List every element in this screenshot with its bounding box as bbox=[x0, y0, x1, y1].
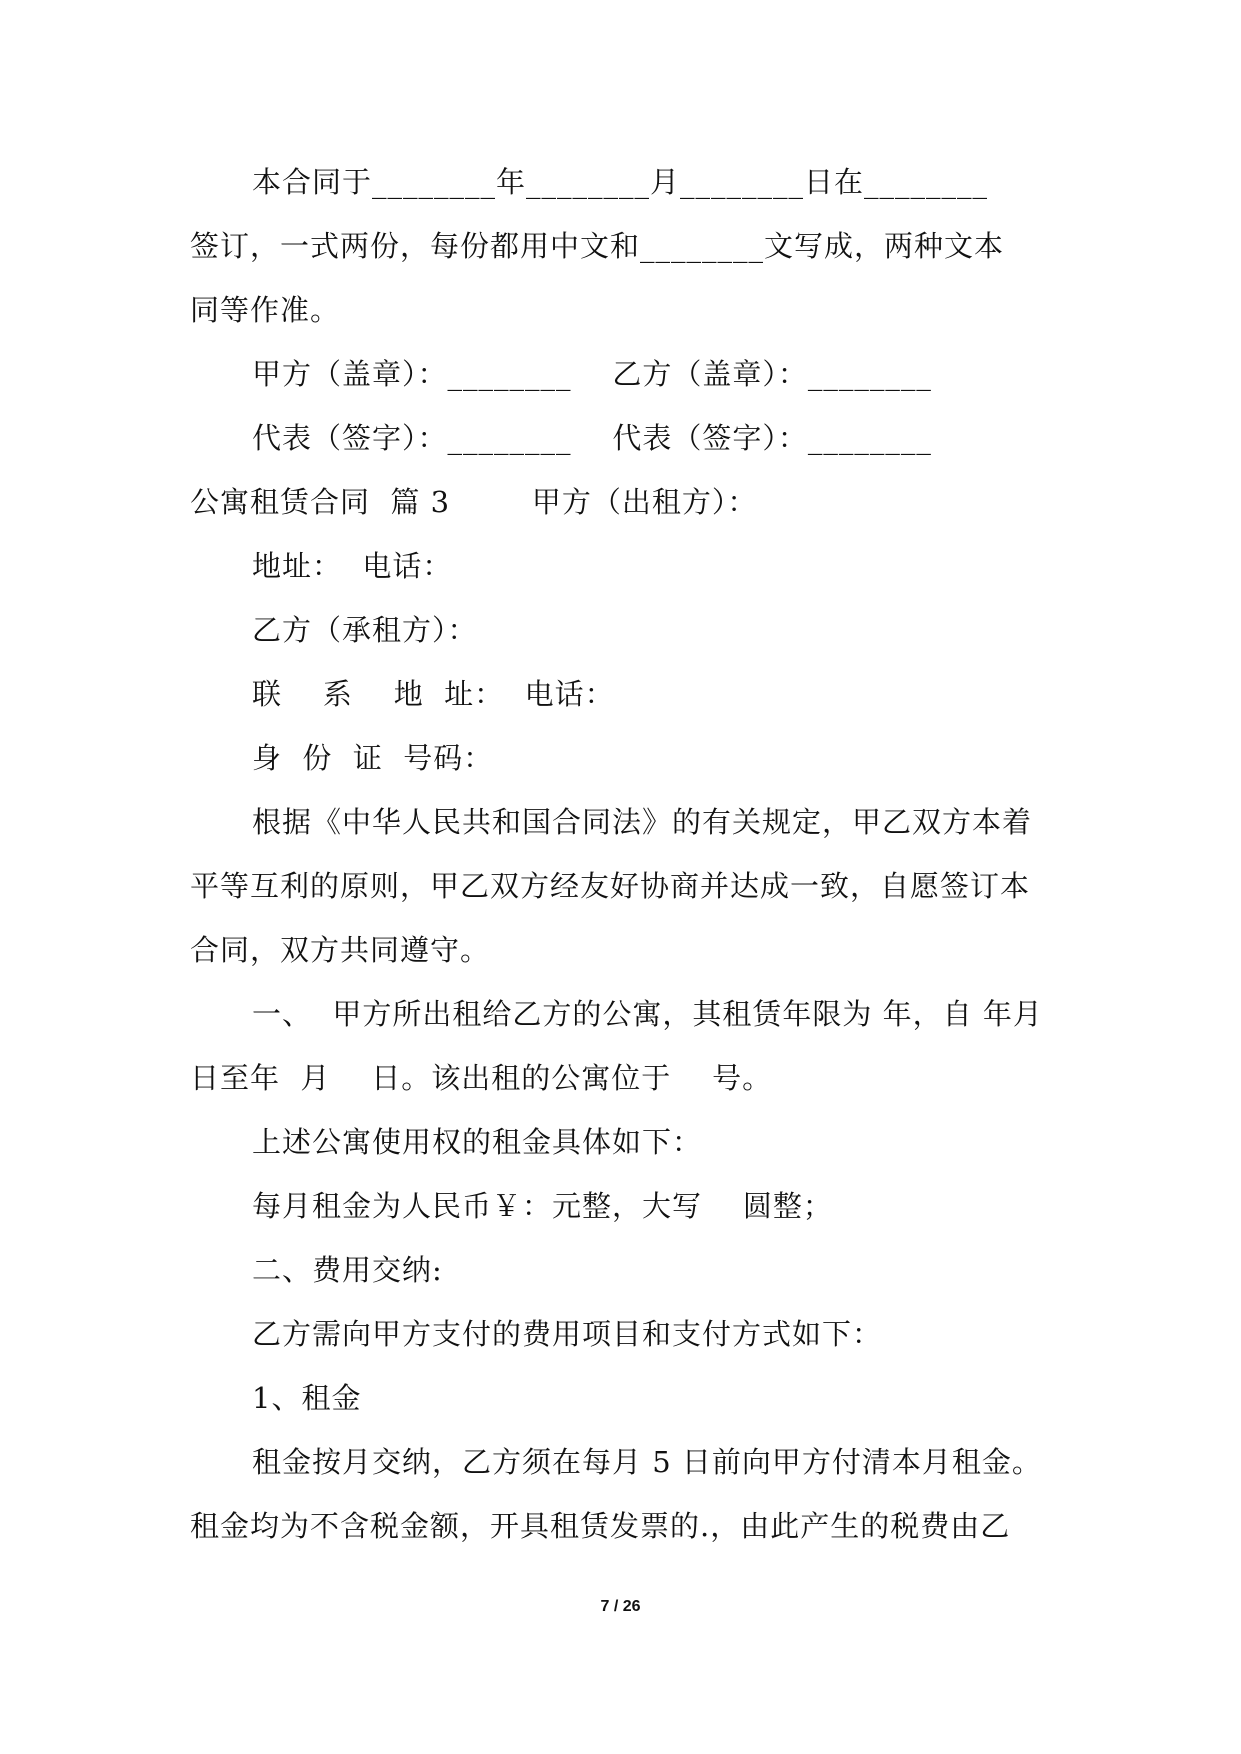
paragraph-line: 合同，双方共同遵守。 bbox=[190, 933, 491, 967]
party-seal-line: 甲方（盖章）：________ 乙方（盖章）：________ bbox=[252, 357, 932, 391]
representative-signature-line: 代表（签字）：________ 代表（签字）：________ bbox=[252, 421, 932, 455]
contact-address-line: 联 系 地 址： 电话： bbox=[252, 677, 615, 711]
section-heading-line: 二、费用交纳: bbox=[252, 1253, 443, 1287]
contract-date-line: 本合同于________年________月________日在________ bbox=[252, 165, 989, 199]
paragraph-line: 平等互利的原则，甲乙双方经友好协商并达成一致，自愿签订本 bbox=[190, 869, 1031, 903]
lessee-line: 乙方（承租方）： bbox=[252, 613, 478, 647]
rent-amount-line: 每月租金为人民币￥：元整，大写 圆整； bbox=[252, 1189, 833, 1223]
page-number: 7 / 26 bbox=[600, 1598, 641, 1615]
clause-line: 一、 甲方所出租给乙方的公寓，其租赁年限为 年，自 年月 bbox=[252, 997, 1043, 1031]
paragraph-line: 签订，一式两份，每份都用中文和________文写成，两种文本 bbox=[190, 229, 1005, 263]
paragraph-line: 乙方需向甲方支付的费用项目和支付方式如下： bbox=[252, 1317, 883, 1351]
paragraph-line: 租金均为不含税金额，开具租赁发票的.，由此产生的税费由乙 bbox=[190, 1509, 1011, 1543]
subheading-line: 1、租金 bbox=[252, 1381, 362, 1415]
paragraph-line: 上述公寓使用权的租金具体如下： bbox=[252, 1125, 703, 1159]
paragraph-line: 同等作准。 bbox=[190, 293, 341, 327]
address-phone-line: 地址： 电话： bbox=[252, 549, 453, 583]
paragraph-line: 根据《中华人民共和国合同法》的有关规定，甲乙双方本着 bbox=[252, 805, 1033, 839]
section-heading-line: 公寓租赁合同 篇 3 甲方（出租方）： bbox=[190, 485, 758, 519]
clause-line: 日至年 月 日。该出租的公寓位于 号。 bbox=[190, 1061, 773, 1095]
id-number-line: 身 份 证 号码： bbox=[252, 741, 494, 775]
paragraph-line: 租金按月交纳，乙方须在每月 5 日前向甲方付清本月租金。 bbox=[252, 1445, 1042, 1479]
